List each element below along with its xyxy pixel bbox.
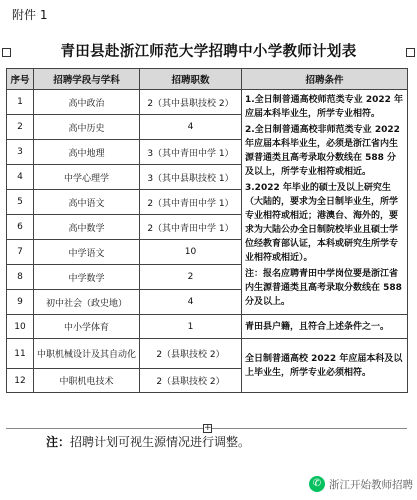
row-no: 11: [7, 339, 34, 369]
row-count: 4: [140, 290, 242, 315]
header-conditions: 招聘条件: [242, 69, 408, 90]
row-no: 12: [7, 369, 34, 393]
row-count: 1: [140, 315, 242, 339]
row-subject: 高中历史: [34, 115, 140, 140]
attachment-label: 附件 1: [12, 8, 48, 22]
row-count: 3（其中县职技校 1）: [140, 165, 242, 190]
watermark: [309, 476, 413, 492]
row-subject: 高中地理: [34, 140, 140, 165]
row-no: 7: [7, 240, 34, 265]
row-no: 3: [7, 140, 34, 165]
row-subject: 高中政治: [34, 90, 140, 115]
header-no: 序号: [7, 69, 34, 90]
conditions-cell-vocational: 全日制普通高校 2022 年应届本科及以上毕业生，所学专业必须相符。: [242, 339, 408, 393]
row-count: 2（县职技校 2）: [140, 339, 242, 369]
row-count: 2（其中县职技校 2）: [140, 90, 242, 115]
page-title: 青田县赴浙江师范大学招聘中小学教师计划表: [60, 44, 357, 60]
condition-note: 注：报名应聘青田中学岗位要是浙江省内生源普通类且高考录取分数线在 588 分及以上。: [245, 269, 402, 307]
row-subject: 中学语文: [34, 240, 140, 265]
condition-1: 1.全日制普通高校师范类专业 2022 年应届本科毕业生，所学专业相符。: [245, 95, 403, 119]
row-no: 4: [7, 165, 34, 190]
row-no: 10: [7, 315, 34, 339]
row-count: 2（其中青田中学 1）: [140, 190, 242, 215]
row-count: 2: [140, 265, 242, 290]
row-count: 3（其中青田中学 1）: [140, 140, 242, 165]
condition-2: 2.全日制普通高校非师范类专业 2022 年应届本科毕业生，必须是浙江省内生源普通类且高考录取分数线在 588 分及以上，所学专业相符或相近。: [245, 125, 400, 177]
row-subject: 中小学体育: [34, 315, 140, 339]
header-count: 招聘职数: [140, 69, 242, 90]
footnote-text: 招聘计划可视生源情况进行调整。: [70, 435, 251, 449]
row-no: 1: [7, 90, 34, 115]
table-row: [7, 315, 408, 339]
footnote: [46, 433, 250, 450]
resize-handle-icon[interactable]: [406, 48, 415, 57]
row-count: 10: [140, 240, 242, 265]
condition-3: 3.2022 年毕业的硕士及以上研究生（大陆的，要求为全日制毕业生，所学专业相符或相近；港澳台、海外的，要求为大陆公办全日制院校毕业且硕士学位经教育部认证，本科或研究生所学专业相符或相近）。: [245, 183, 399, 263]
row-subject: 中学数学: [34, 265, 140, 290]
row-subject: 中职机电技术: [34, 369, 140, 393]
conditions-cell-pe: 青田县户籍，且符合上述条件之一。: [242, 315, 408, 339]
row-no: 9: [7, 290, 34, 315]
table-header-row: [7, 69, 408, 90]
table-row: [7, 339, 408, 369]
table-row: [7, 90, 408, 115]
row-subject: 中职机械设计及其自动化: [34, 339, 140, 369]
row-count: 2（其中青田中学 1）: [140, 215, 242, 240]
row-no: 2: [7, 115, 34, 140]
resize-handle-icon[interactable]: [2, 48, 11, 57]
row-subject: 中学心理学: [34, 165, 140, 190]
row-count: 4: [140, 115, 242, 140]
wechat-logo-icon: ✆: [309, 476, 325, 492]
watermark-text: 浙江开始教师招聘: [329, 478, 413, 491]
conditions-cell-main: [242, 90, 408, 315]
row-no: 6: [7, 215, 34, 240]
add-handle-icon[interactable]: +: [204, 423, 212, 433]
row-subject: 高中语文: [34, 190, 140, 215]
header-subject: 招聘学段与学科: [34, 69, 140, 90]
row-subject: 高中数学: [34, 215, 140, 240]
row-count: 2（县职技校 2）: [140, 369, 242, 393]
row-no: 5: [7, 190, 34, 215]
row-subject: 初中社会（政史地）: [34, 290, 140, 315]
recruitment-table: [6, 68, 408, 393]
footnote-label: 注：: [46, 435, 71, 449]
row-no: 8: [7, 265, 34, 290]
